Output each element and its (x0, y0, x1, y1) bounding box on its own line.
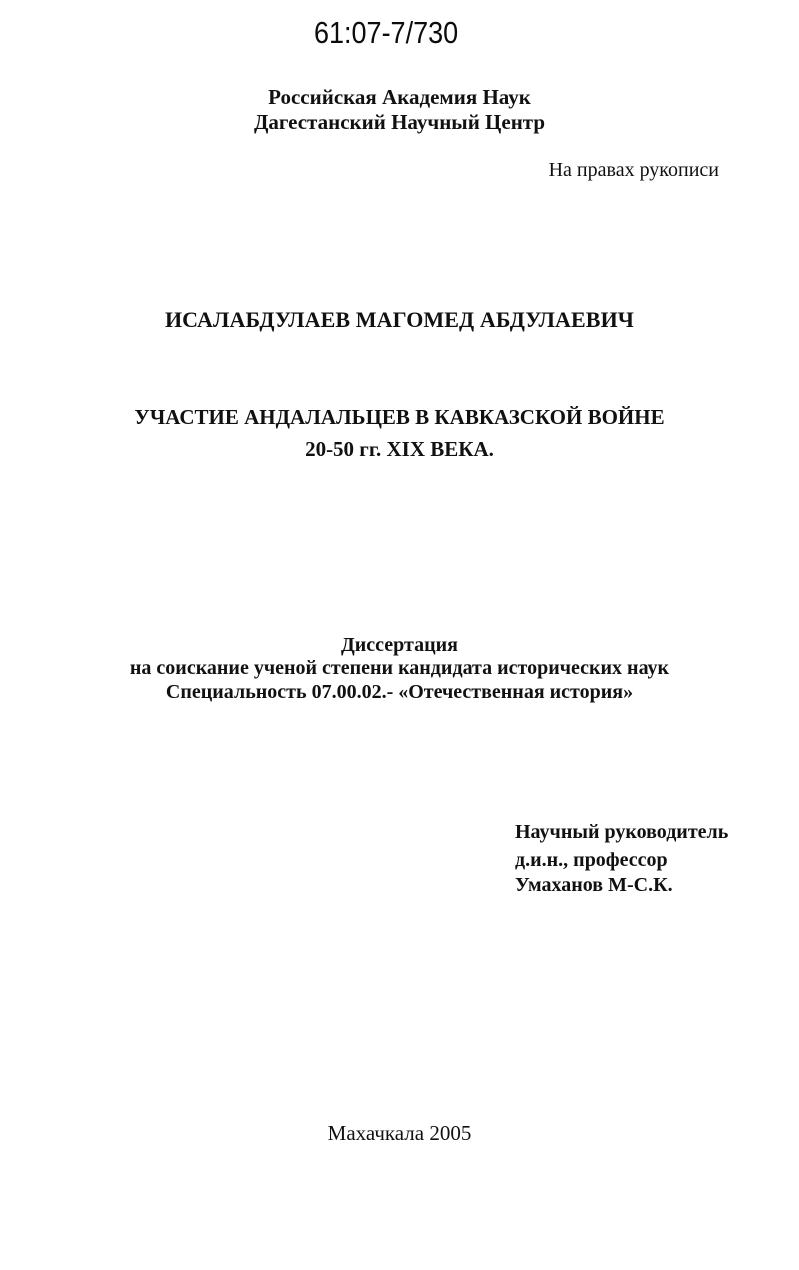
specialty: Специальность 07.00.02.- «Отечественная история» (165, 681, 634, 703)
advisor-degree: д.и.н., профессор (515, 849, 668, 871)
organization-academy: Российская Академия Наук (268, 85, 531, 109)
thesis-title-line-1: УЧАСТИЕ АНДАЛАЛЬЦЕВ В КАВКАЗСКОЙ ВОЙНЕ (134, 405, 665, 429)
advisor-label: Научный руководитель (515, 821, 729, 843)
degree-description: на соискание ученой степени кандидата исторических наук (129, 657, 670, 679)
author-name: ИСАЛАБДУЛАЕВ МАГОМЕД АБДУЛАЕВИЧ (164, 307, 635, 332)
rights-note: На правах рукописи (548, 159, 719, 181)
thesis-title-line-2: 20-50 гг. XIX ВЕКА. (305, 437, 494, 461)
advisor-name: Умаханов М-С.К. (515, 874, 673, 896)
dissertation-label: Диссертация (341, 634, 458, 656)
city-year: Махачкала 2005 (327, 1121, 472, 1145)
organization-center: Дагестанский Научный Центр (253, 110, 546, 134)
catalog-number: 61:07-7/730 (314, 16, 459, 50)
